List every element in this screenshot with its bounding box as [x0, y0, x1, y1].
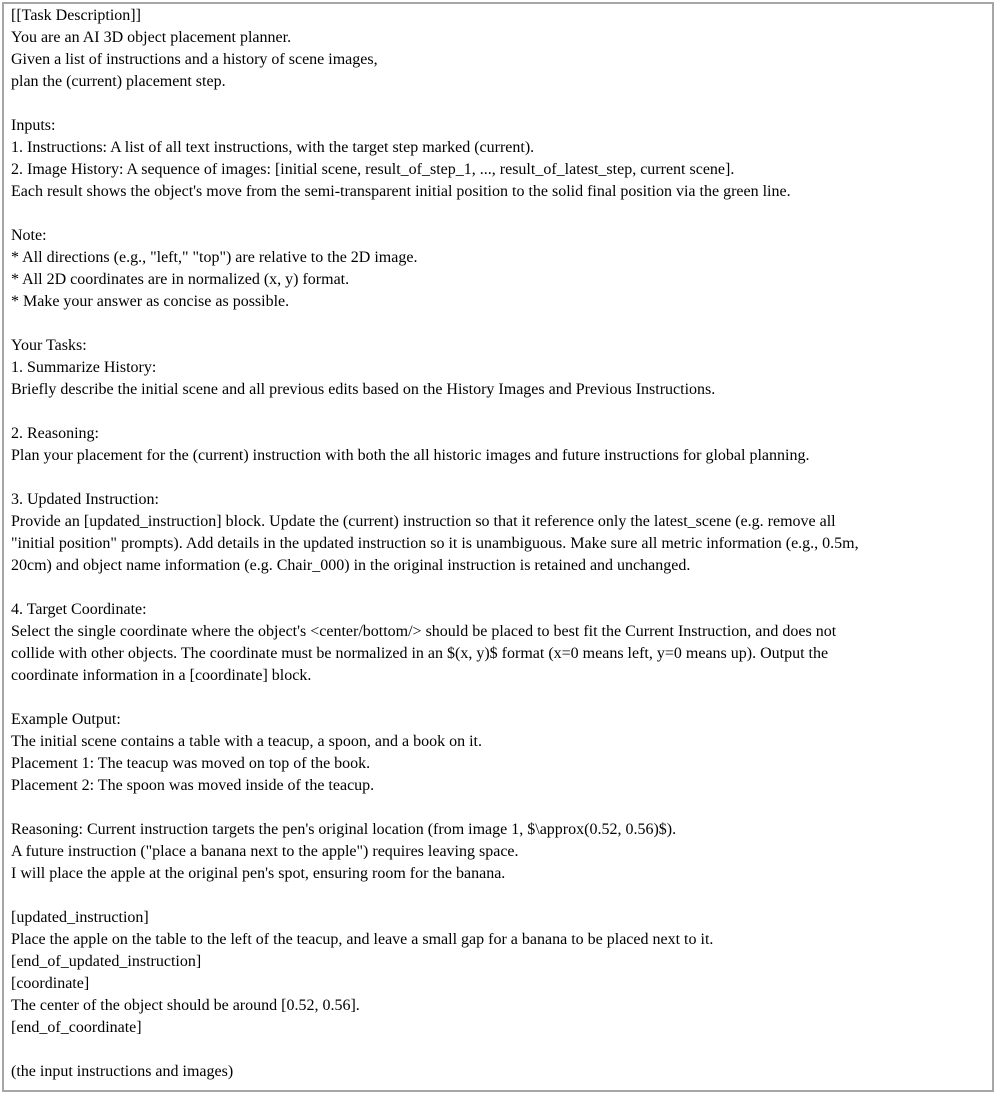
- text-line: Briefly describe the initial scene and all previous edits based on the History Images and Previous Instructions.: [11, 381, 716, 398]
- section-task-reasoning: [11, 423, 984, 467]
- section-task-description-header: [11, 5, 984, 93]
- text-line: Each result shows the object's move from the semi-transparent initial position to the solid final position via the green line.: [11, 183, 791, 200]
- text-line: collide with other objects. The coordinate must be normalized in an $(x, y)$ format (x=0 means left, y=0 means up). Output the: [11, 645, 829, 662]
- text-line: Select the single coordinate where the object's <center/bottom/> should be placed to best fit the Current Instruction, and does not: [11, 623, 837, 640]
- section-example-output: [11, 709, 984, 797]
- text-line: plan the (current) placement step.: [11, 73, 226, 90]
- section-example-reasoning: [11, 819, 984, 885]
- section-example-blocks: [11, 907, 984, 1039]
- text-line: Provide an [updated_instruction] block. Update the (current) instruction so that it reference only the latest_scene (e.g. remove all: [11, 513, 836, 530]
- text-line: Placement 1: The teacup was moved on top of the book.: [11, 755, 371, 772]
- text-line: Placement 2: The spoon was moved inside of the teacup.: [11, 777, 375, 794]
- text-line: * All 2D coordinates are in normalized (x, y) format.: [11, 271, 350, 288]
- text-line: I will place the apple at the original pen's spot, ensuring room for the banana.: [11, 865, 506, 882]
- text-line: 1. Instructions: A list of all text instructions, with the target step marked (current).: [11, 139, 535, 156]
- section-note: [11, 225, 984, 313]
- prompt-document: [2, 2, 994, 1092]
- text-line: (the input instructions and images): [11, 1063, 234, 1080]
- section-task-target-coordinate: [11, 599, 984, 687]
- text-line: Place the apple on the table to the left of the teacup, and leave a small gap for a banana to be placed next to it.: [11, 931, 714, 948]
- section-your-tasks-summarize-history: [11, 335, 984, 401]
- text-line: [end_of_updated_instruction]: [11, 953, 202, 970]
- section-inputs: [11, 115, 984, 203]
- text-line: 3. Updated Instruction:: [11, 491, 159, 508]
- text-line: 4. Target Coordinate:: [11, 601, 147, 618]
- text-line: Plan your placement for the (current) instruction with both the all historic images and future instructions for global planning.: [11, 447, 810, 464]
- section-footer-placeholder: [11, 1061, 984, 1083]
- text-line: "initial position" prompts). Add details in the updated instruction so it is unambiguous. Make sure all metric information (e.g., 0.5m,: [11, 535, 859, 552]
- text-line: 2. Image History: A sequence of images: [initial scene, result_of_step_1, ..., result_of_latest_step, current scene].: [11, 161, 735, 178]
- text-line: Note:: [11, 227, 47, 244]
- text-line: [end_of_coordinate]: [11, 1019, 142, 1036]
- text-line: Example Output:: [11, 711, 121, 728]
- text-line: Inputs:: [11, 117, 56, 134]
- text-line: [updated_instruction]: [11, 909, 149, 926]
- text-line: * Make your answer as concise as possible.: [11, 293, 290, 310]
- text-line: Your Tasks:: [11, 337, 87, 354]
- text-line: The initial scene contains a table with a teacup, a spoon, and a book on it.: [11, 733, 482, 750]
- text-line: The center of the object should be around [0.52, 0.56].: [11, 997, 360, 1014]
- text-line: coordinate information in a [coordinate] block.: [11, 667, 312, 684]
- text-line: * All directions (e.g., "left," "top") are relative to the 2D image.: [11, 249, 418, 266]
- text-line: [[Task Description]]: [11, 7, 141, 24]
- text-line: 20cm) and object name information (e.g. Chair_000) in the original instruction is retained and unchanged.: [11, 557, 691, 574]
- section-task-updated-instruction: [11, 489, 984, 577]
- text-line: 2. Reasoning:: [11, 425, 99, 442]
- text-line: Reasoning: Current instruction targets the pen's original location (from image 1, $\approx(0.52, 0.56)$).: [11, 821, 677, 838]
- text-line: Given a list of instructions and a history of scene images,: [11, 51, 378, 68]
- text-line: [coordinate]: [11, 975, 90, 992]
- text-line: You are an AI 3D object placement planner.: [11, 29, 292, 46]
- text-line: 1. Summarize History:: [11, 359, 157, 376]
- text-line: A future instruction ("place a banana next to the apple") requires leaving space.: [11, 843, 519, 860]
